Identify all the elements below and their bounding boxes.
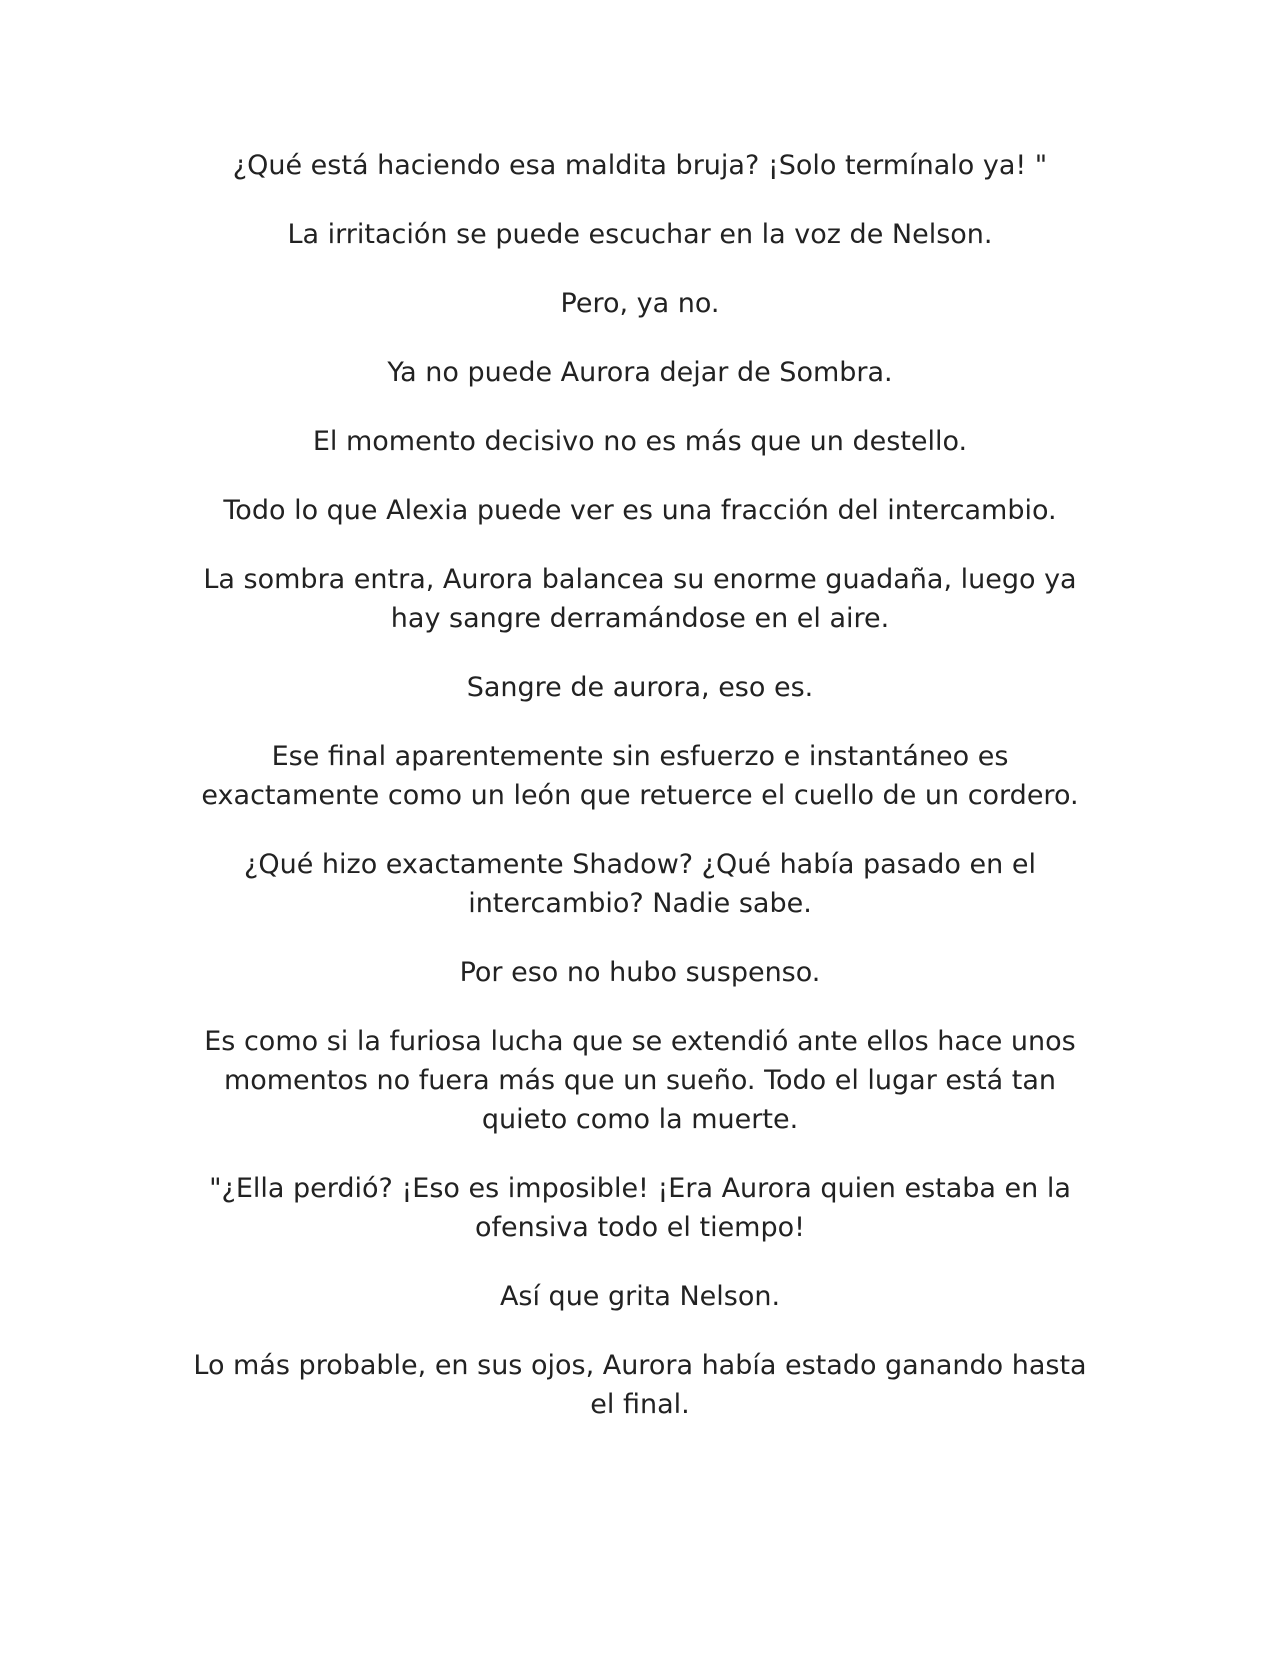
paragraph-11: Por eso no hubo suspenso. (459, 957, 821, 988)
paragraph-6: Todo lo que Alexia puede ver es una fracción del intercambio. (223, 495, 1057, 526)
paragraph-1: ¿Qué está haciendo esa maldita bruja? ¡Solo termínalo ya! " (232, 150, 1048, 181)
paragraph-15: Lo más probable, en sus ojos, Aurora había estado ganando hasta el final. (193, 1350, 1087, 1420)
paragraph-14: Así que grita Nelson. (499, 1281, 781, 1312)
paragraph-8: Sangre de aurora, eso es. (466, 672, 814, 703)
paragraph-7: La sombra entra, Aurora balancea su enorme guadaña, luego ya hay sangre derramándose en el aire. (203, 564, 1077, 634)
document-body (190, 146, 1090, 1454)
paragraph-10: ¿Qué hizo exactamente Shadow? ¿Qué había pasado en el intercambio? Nadie sabe. (244, 849, 1036, 919)
paragraph-13: "¿Ella perdió? ¡Eso es imposible! ¡Era Aurora quien estaba en la ofensiva todo el tiempo! (209, 1173, 1071, 1243)
paragraph-5: El momento decisivo no es más que un destello. (312, 426, 968, 457)
paragraph-12: Es como si la furiosa lucha que se extendió ante ellos hace unos momentos no fuera más que un sueño. Todo el lugar está tan quieto como la muerte. (204, 1026, 1076, 1135)
paragraph-3: Pero, ya no. (560, 288, 720, 319)
paragraph-2: La irritación se puede escuchar en la voz de Nelson. (287, 219, 993, 250)
paragraph-4: Ya no puede Aurora dejar de Sombra. (387, 357, 893, 388)
paragraph-9: Ese final aparentemente sin esfuerzo e instantáneo es exactamente como un león que retuerce el cuello de un cordero. (201, 741, 1079, 811)
